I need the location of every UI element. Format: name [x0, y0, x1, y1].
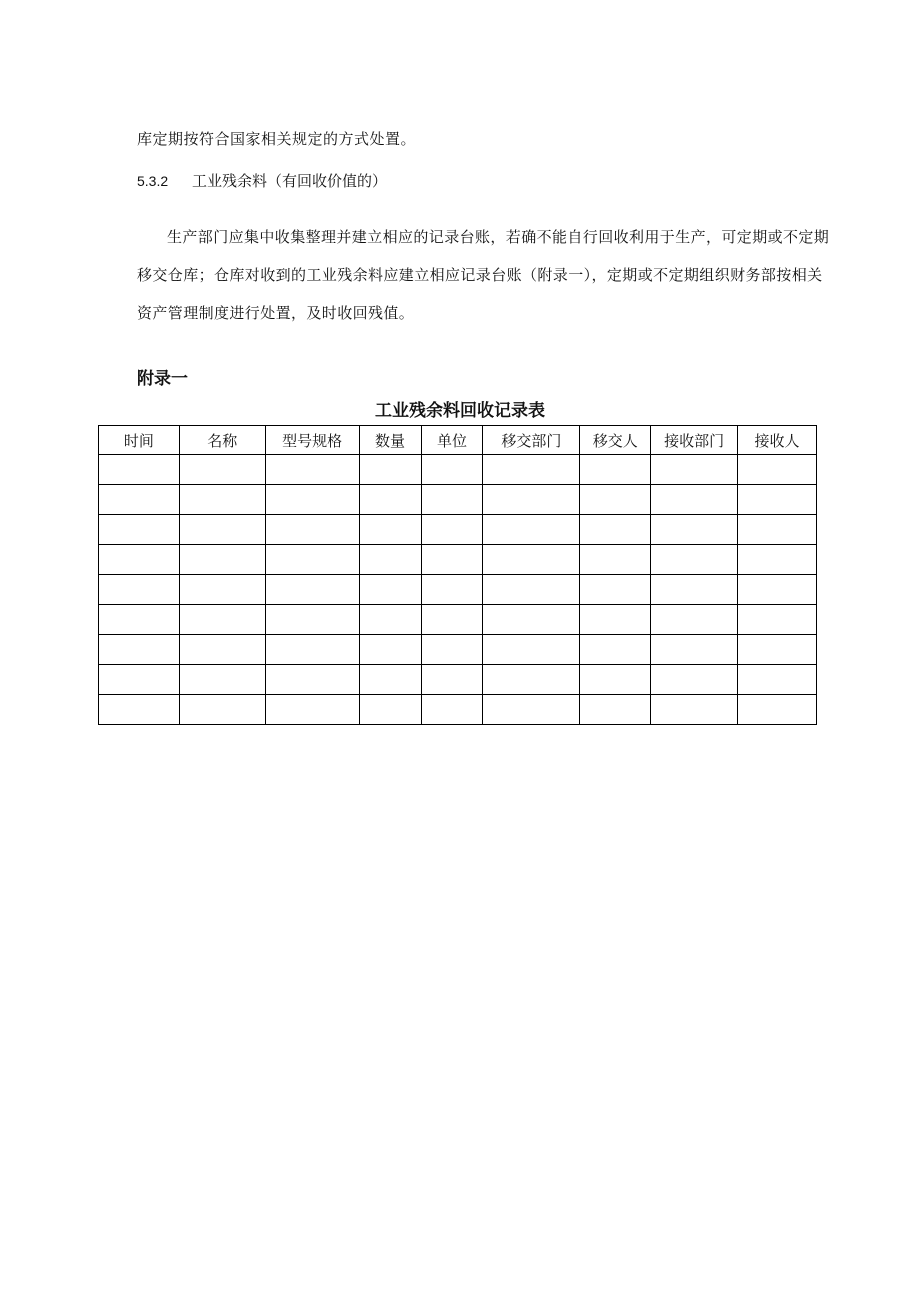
table-cell — [738, 485, 817, 515]
table-cell — [651, 455, 738, 485]
table-cell — [483, 605, 580, 635]
table-cell — [483, 635, 580, 665]
header-time: 时间 — [99, 426, 180, 455]
table-cell — [738, 455, 817, 485]
table-cell — [738, 605, 817, 635]
table-cell — [483, 665, 580, 695]
header-unit: 单位 — [421, 426, 483, 455]
table-cell — [265, 575, 359, 605]
table-cell — [580, 455, 651, 485]
table-cell — [483, 455, 580, 485]
table-row — [99, 695, 817, 725]
section-heading — [137, 170, 387, 191]
table-cell — [580, 485, 651, 515]
table-cell — [738, 515, 817, 545]
table-cell — [179, 515, 265, 545]
table-cell — [179, 605, 265, 635]
table-cell — [179, 545, 265, 575]
table-cell — [483, 545, 580, 575]
table-cell — [99, 515, 180, 545]
table-cell — [359, 635, 421, 665]
table-cell — [738, 665, 817, 695]
table-cell — [651, 575, 738, 605]
paragraph-text: 生产部门应集中收集整理并建立相应的记录台账，若确不能自行回收利用于生产，可定期或不定期移交仓库；仓库对收到的工业残余料应建立相应记录台账（附录一），定期或不定期组织财务部按相关资产管理制度进行处置，及时收回残值。 — [137, 228, 830, 322]
table-cell — [483, 575, 580, 605]
table-cell — [738, 635, 817, 665]
table-cell — [421, 575, 483, 605]
table-cell — [265, 695, 359, 725]
table-cell — [359, 575, 421, 605]
table-cell — [179, 575, 265, 605]
header-receiving-dept: 接收部门 — [651, 426, 738, 455]
appendix-label: 附录一 — [137, 369, 188, 389]
table-cell — [651, 545, 738, 575]
table-row — [99, 605, 817, 635]
table-cell — [99, 545, 180, 575]
table-row — [99, 485, 817, 515]
table-cell — [580, 635, 651, 665]
table-cell — [421, 605, 483, 635]
table-cell — [580, 575, 651, 605]
table-cell — [651, 605, 738, 635]
header-model-spec: 型号规格 — [265, 426, 359, 455]
table-row — [99, 515, 817, 545]
recovery-record-table — [98, 425, 817, 725]
table-cell — [99, 695, 180, 725]
table-cell — [265, 455, 359, 485]
table-cell — [421, 455, 483, 485]
header-handover-person: 移交人 — [580, 426, 651, 455]
table-row — [99, 455, 817, 485]
table-cell — [421, 665, 483, 695]
table-cell — [179, 665, 265, 695]
table-cell — [99, 455, 180, 485]
table-cell — [179, 635, 265, 665]
table-row — [99, 665, 817, 695]
table-cell — [738, 695, 817, 725]
table-row — [99, 575, 817, 605]
table-body — [99, 455, 817, 725]
table-cell — [580, 695, 651, 725]
table-cell — [99, 485, 180, 515]
table-cell — [651, 485, 738, 515]
table-cell — [99, 575, 180, 605]
table-cell — [483, 485, 580, 515]
table-cell — [265, 485, 359, 515]
table-cell — [359, 545, 421, 575]
table-cell — [421, 695, 483, 725]
table-cell — [421, 545, 483, 575]
table-cell — [738, 575, 817, 605]
table-cell — [580, 605, 651, 635]
section-title: 工业残余料（有回收价值的） — [192, 172, 388, 190]
table-cell — [99, 605, 180, 635]
table-cell — [651, 665, 738, 695]
table-cell — [651, 515, 738, 545]
header-quantity: 数量 — [359, 426, 421, 455]
table-cell — [421, 635, 483, 665]
table-cell — [179, 455, 265, 485]
table-cell — [359, 515, 421, 545]
table-cell — [99, 635, 180, 665]
table-cell — [421, 485, 483, 515]
table-cell — [265, 605, 359, 635]
table-row — [99, 545, 817, 575]
table-cell — [265, 515, 359, 545]
table-cell — [738, 545, 817, 575]
table-header-row — [99, 426, 817, 455]
table-title: 工业残余料回收记录表 — [375, 401, 545, 421]
table-cell — [421, 515, 483, 545]
table-cell — [265, 545, 359, 575]
table-cell — [651, 635, 738, 665]
header-handover-dept: 移交部门 — [483, 426, 580, 455]
body-paragraph — [137, 218, 834, 332]
table-cell — [359, 695, 421, 725]
continuation-line: 库定期按符合国家相关规定的方式处置。 — [137, 130, 417, 148]
table-cell — [580, 515, 651, 545]
table-cell — [483, 695, 580, 725]
table-cell — [359, 605, 421, 635]
header-receiver: 接收人 — [738, 426, 817, 455]
section-number: 5.3.2 — [137, 173, 169, 189]
table-cell — [651, 695, 738, 725]
table-cell — [483, 515, 580, 545]
table-cell — [359, 665, 421, 695]
table-row — [99, 635, 817, 665]
table-cell — [179, 695, 265, 725]
table-cell — [359, 455, 421, 485]
table-cell — [580, 665, 651, 695]
table-cell — [179, 485, 265, 515]
table-cell — [359, 485, 421, 515]
table-cell — [580, 545, 651, 575]
table-cell — [265, 665, 359, 695]
header-name: 名称 — [179, 426, 265, 455]
table-cell — [265, 635, 359, 665]
table-cell — [99, 665, 180, 695]
